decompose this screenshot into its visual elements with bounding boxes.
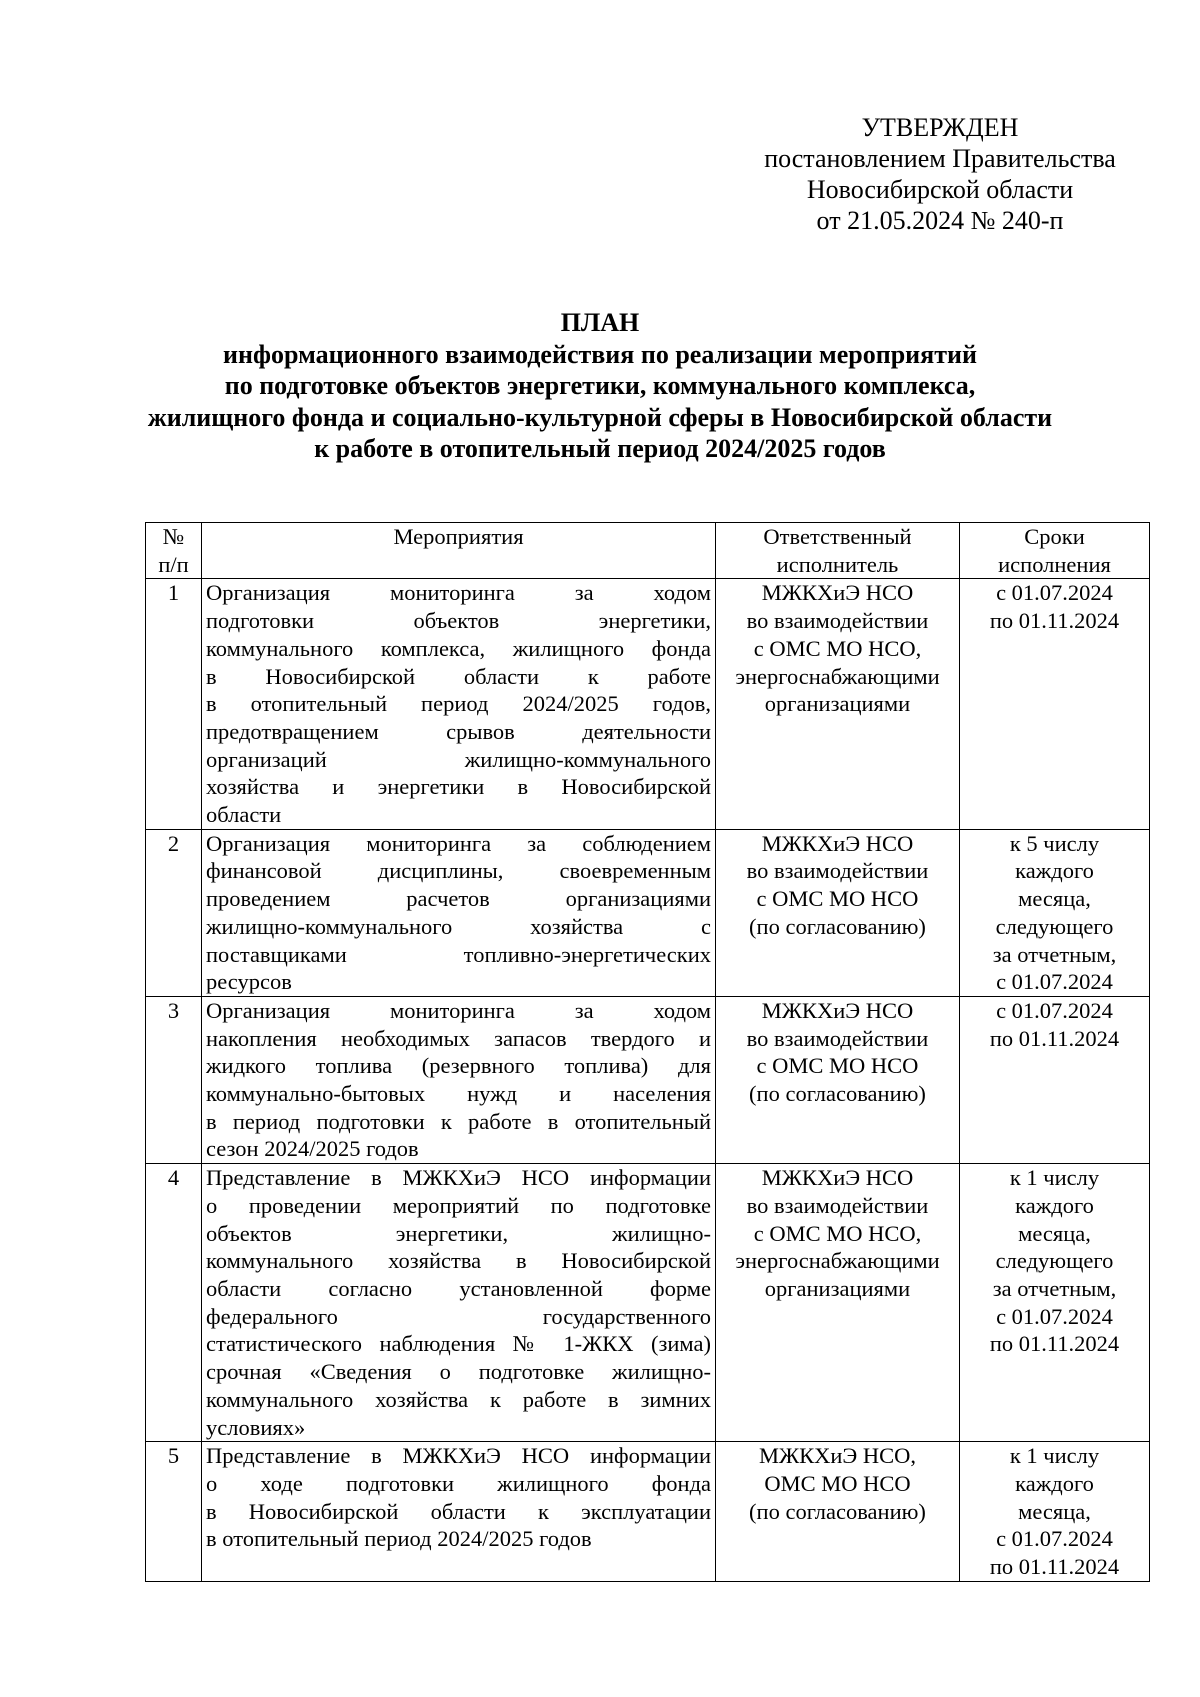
activity-line: предотвращением срывов деятельности [206, 718, 711, 744]
terms-line: по 01.11.2024 [989, 1025, 1120, 1051]
responsible-line: во взаимодействии [746, 608, 929, 634]
responsible-line: во взаимодействии [746, 858, 929, 884]
title-line-2: информационного взаимодействия по реализации мероприятий [223, 339, 977, 369]
header-terms-line-2: исполнения [998, 551, 1111, 577]
header-activities-label: Мероприятия [393, 524, 524, 549]
responsible-line: (по согласованию) [749, 1498, 926, 1524]
responsible-line: МЖКХиЭ НСО [761, 1165, 914, 1191]
terms-line: следующего [995, 913, 1114, 939]
activity-line: коммунально-бытовых нужд и населения [206, 1081, 711, 1107]
approval-date-number: от 21.05.2024 № 240-п [816, 206, 1064, 235]
document-title [100, 307, 1100, 465]
activity-line: о проведении мероприятий по подготовке [206, 1192, 711, 1218]
responsible-line: МЖКХиЭ НСО, [758, 1443, 917, 1469]
table-row [146, 996, 1150, 1163]
activity-line: Представление в МЖКХиЭ НСО информации [206, 1165, 711, 1191]
activity-line: объектов энергетики, жилищно- [206, 1220, 711, 1246]
approval-stamp [730, 112, 1150, 236]
header-number-line-1: № [162, 524, 185, 549]
row-responsible [716, 829, 960, 996]
row-number: 1 [146, 579, 202, 829]
row-responsible [716, 996, 960, 1163]
activity-line: коммунального хозяйства в Новосибирской [206, 1248, 711, 1274]
row-terms [960, 1442, 1150, 1582]
table-row [146, 1442, 1150, 1582]
activity-line: о ходе подготовки жилищного фонда [206, 1470, 711, 1496]
activity-line: в Новосибирской области к эксплуатации [206, 1498, 711, 1524]
header-number-line-2: п/п [158, 551, 189, 577]
terms-line: каждого [1015, 1192, 1094, 1218]
responsible-line: энергоснабжающими [735, 663, 940, 689]
terms-line: месяца, [1018, 886, 1091, 912]
header-number [146, 523, 202, 579]
terms-line: за отчетным, [992, 1275, 1117, 1301]
activity-line: коммунального хозяйства к работе в зимних [206, 1386, 711, 1412]
header-terms-line-1: Сроки [1024, 524, 1085, 549]
activity-line: Организация мониторинга за соблюдением [206, 830, 711, 856]
title-line-1: ПЛАН [560, 308, 640, 337]
activity-line: в отопительный период 2024/2025 годов, [206, 691, 711, 717]
row-number: 2 [146, 829, 202, 996]
activity-line: условиях» [206, 1414, 306, 1440]
responsible-line: организациями [764, 1275, 911, 1301]
responsible-line: организациями [764, 691, 911, 717]
terms-line: с 01.07.2024 [996, 580, 1113, 606]
row-activity [202, 1164, 716, 1442]
row-terms [960, 1164, 1150, 1442]
terms-line: по 01.11.2024 [989, 1331, 1120, 1357]
row-activity [202, 579, 716, 829]
terms-line: с 01.07.2024 [996, 1303, 1113, 1329]
activity-line: накопления необходимых запасов твердого и [206, 1025, 711, 1051]
title-line-5: к работе в отопительный период 2024/2025 годов [314, 434, 886, 463]
approval-region: Новосибирской области [806, 175, 1074, 204]
terms-line: за отчетным, [992, 941, 1117, 967]
responsible-line: (по согласованию) [749, 913, 926, 939]
terms-line: к 1 числу [1009, 1443, 1100, 1469]
plan-table [145, 522, 1150, 1582]
activity-line: Организация мониторинга за ходом [206, 997, 711, 1023]
table-body [146, 579, 1150, 1581]
responsible-line: (по согласованию) [749, 1081, 926, 1107]
responsible-line: с ОМС МО НСО, [753, 635, 922, 661]
table-row [146, 579, 1150, 829]
activity-line: в Новосибирской области к работе [206, 663, 711, 689]
terms-line: по 01.11.2024 [989, 608, 1120, 634]
responsible-line: МЖКХиЭ НСО [761, 580, 914, 606]
activity-line: коммунального комплекса, жилищного фонда [206, 635, 711, 661]
activity-line: финансовой дисциплины, своевременным [206, 858, 711, 884]
table-row [146, 1164, 1150, 1442]
row-responsible [716, 579, 960, 829]
activity-line: сезон 2024/2025 годов [206, 1136, 419, 1162]
responsible-line: с ОМС МО НСО [756, 886, 919, 912]
approval-resolution: постановлением Правительства [764, 144, 1116, 173]
header-activities [202, 523, 716, 579]
row-number: 4 [146, 1164, 202, 1442]
responsible-line: во взаимодействии [746, 1192, 929, 1218]
responsible-line: с ОМС МО НСО [756, 1053, 919, 1079]
activity-line: федерального государственного [206, 1303, 711, 1329]
terms-line: каждого [1015, 1470, 1094, 1496]
header-terms [960, 523, 1150, 579]
activity-line: жидкого топлива (резервного топлива) для [206, 1053, 711, 1079]
terms-line: месяца, [1018, 1498, 1091, 1524]
responsible-line: МЖКХиЭ НСО [761, 830, 914, 856]
activity-line: области согласно установленной форме [206, 1275, 711, 1301]
row-terms [960, 579, 1150, 829]
terms-line: по 01.11.2024 [989, 1554, 1120, 1580]
terms-line: каждого [1015, 858, 1094, 884]
header-responsible [716, 523, 960, 579]
responsible-line: ОМС МО НСО [764, 1470, 911, 1496]
row-number: 3 [146, 996, 202, 1163]
terms-line: с 01.07.2024 [996, 997, 1113, 1023]
activity-line: в период подготовки к работе в отопительный [206, 1108, 711, 1134]
table-header-row [146, 523, 1150, 579]
activity-line: жилищно-коммунального хозяйства с [206, 913, 711, 939]
activity-line: в отопительный период 2024/2025 годов [206, 1526, 592, 1552]
responsible-line: с ОМС МО НСО, [753, 1220, 922, 1246]
row-terms [960, 996, 1150, 1163]
responsible-line: во взаимодействии [746, 1025, 929, 1051]
activity-line: хозяйства и энергетики в Новосибирской [206, 774, 711, 800]
row-terms [960, 829, 1150, 996]
terms-line: с 01.07.2024 [996, 969, 1113, 995]
terms-line: с 01.07.2024 [996, 1526, 1113, 1552]
terms-line: следующего [995, 1248, 1114, 1274]
row-activity [202, 996, 716, 1163]
activity-line: проведением расчетов организациями [206, 886, 711, 912]
activity-line: ресурсов [206, 969, 292, 995]
row-responsible [716, 1164, 960, 1442]
activity-line: области [206, 802, 282, 828]
row-responsible [716, 1442, 960, 1582]
header-responsible-line-1: Ответственный [763, 524, 912, 549]
terms-line: месяца, [1018, 1220, 1091, 1246]
activity-line: подготовки объектов энергетики, [206, 608, 711, 634]
terms-line: к 5 числу [1009, 830, 1100, 856]
table-row [146, 829, 1150, 996]
activity-line: организаций жилищно-коммунального [206, 746, 711, 772]
terms-line: к 1 числу [1009, 1165, 1100, 1191]
activity-line: поставщиками топливно-энергетических [206, 941, 711, 967]
header-responsible-line-2: исполнитель [776, 551, 899, 577]
approval-heading: УТВЕРЖДЕН [861, 113, 1019, 142]
row-activity [202, 1442, 716, 1582]
responsible-line: энергоснабжающими [735, 1248, 940, 1274]
activity-line: Организация мониторинга за ходом [206, 580, 711, 606]
activity-line: срочная «Сведения о подготовке жилищно- [206, 1359, 711, 1385]
row-activity [202, 829, 716, 996]
row-number: 5 [146, 1442, 202, 1582]
activity-line: Представление в МЖКХиЭ НСО информации [206, 1443, 711, 1469]
title-line-4: жилищного фонда и социально-культурной сферы в Новосибирской области [147, 402, 1053, 432]
title-line-3: по подготовке объектов энергетики, коммунального комплекса, [224, 371, 976, 400]
responsible-line: МЖКХиЭ НСО [761, 997, 914, 1023]
activity-line: статистического наблюдения № 1-ЖКХ (зима) [206, 1331, 711, 1357]
